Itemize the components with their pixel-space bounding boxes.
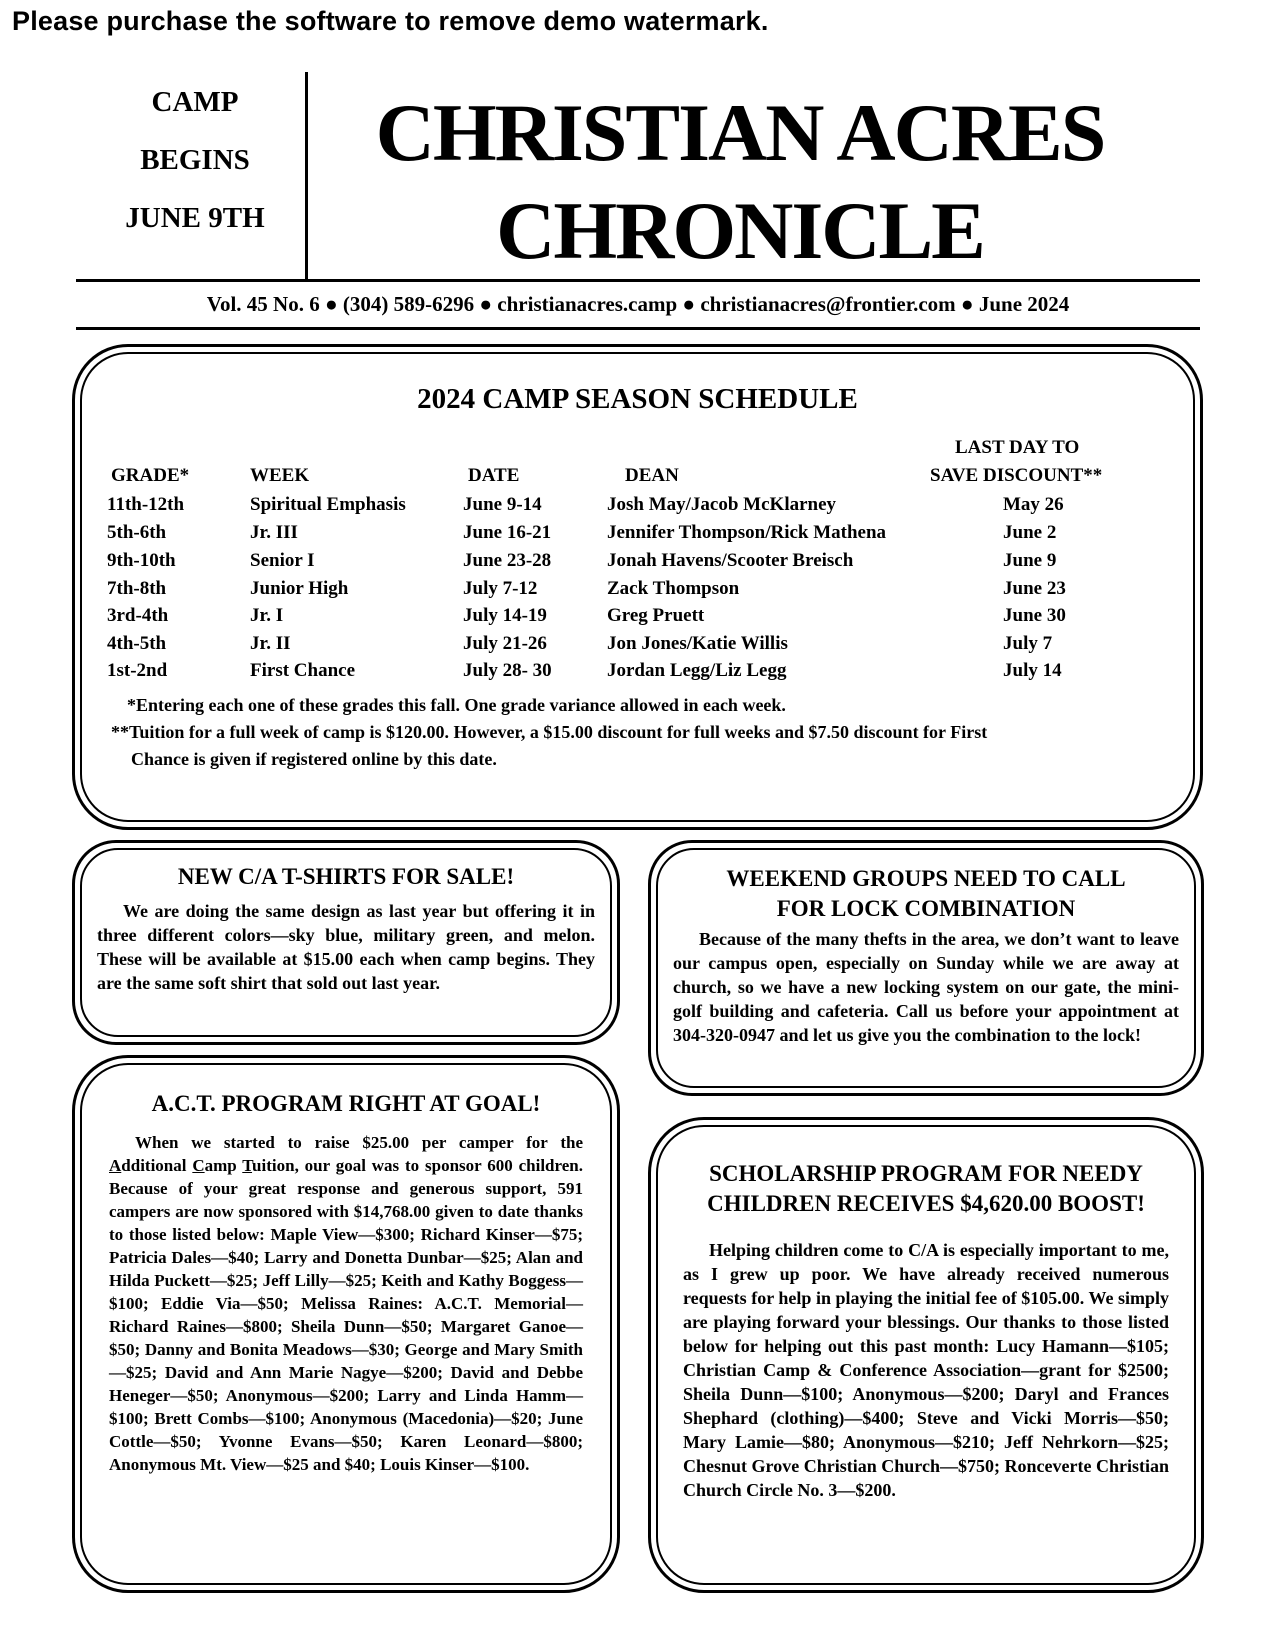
weekend-box bbox=[648, 840, 1204, 1096]
act-body-text: , our goal was to sponsor 600 children. Because of your great response and generous support, 591 campers are now sponsored with $14,768.00 given to date thanks to those listed below: Maple View—$300; Richard Kinser—$75; Patricia Dales—$40; Larry and Donetta Dunbar—$25; Alan and Hilda Puckett—$25; Jeff Lilly—$25; Keith and Kathy Boggess—$100; Eddie Via—$50; Melissa Raines: A.C.T. Memorial—Richard Raines—$800; Sheila Dunn—$50; Margaret Ganoe—$50; Danny and Bonita Meadows—$30; George and Mary Smith—$25; David and Ann Marie Nagye—$200; David and Debbe Heneger—$50; Anonymous—$200; Larry and Linda Hamm—$100; Brett Combs—$100; Anonymous (Macedonia)—$20; June Cottle—$50; Yvonne Evans—$50; Karen Leonard—$800; Anonymous Mt. View—$25 and $40; Louis Kinser—$100. bbox=[109, 1156, 583, 1474]
schedule-note-grades: *Entering each one of these grades this fall. One grade variance allowed in each week. bbox=[127, 695, 786, 715]
camp-begins-line-2: BEGINS bbox=[140, 144, 250, 176]
row-dean: Jon Jones/Katie Willis bbox=[607, 633, 788, 654]
scholarship-title-line-2: CHILDREN RECEIVES $4,620.00 BOOST! bbox=[707, 1191, 1145, 1216]
schedule-title: 2024 CAMP SEASON SCHEDULE bbox=[417, 383, 858, 415]
row-last-day: June 9 bbox=[1003, 550, 1057, 571]
row-dean: Josh May/Jacob McKlarney bbox=[607, 494, 837, 515]
act-acronym-a: A bbox=[109, 1156, 122, 1175]
tshirts-title: NEW C/A T-SHIRTS FOR SALE! bbox=[177, 864, 515, 889]
act-box bbox=[72, 1055, 620, 1593]
last-day-header: LAST DAY TO bbox=[955, 437, 1080, 458]
act-acronym-c-rest: amp bbox=[204, 1156, 243, 1175]
act-acronym-a-rest: dditional bbox=[121, 1156, 193, 1175]
act-acronym-c: C bbox=[192, 1156, 205, 1175]
act-acronym-t: T bbox=[242, 1156, 253, 1175]
act-body bbox=[109, 1131, 583, 1476]
masthead-title-line-1: CHRISTIAN ACRES bbox=[375, 87, 1105, 178]
row-last-day: June 2 bbox=[1003, 522, 1057, 543]
row-dean: Jonah Havens/Scooter Breisch bbox=[607, 550, 854, 571]
row-grade: 5th-6th bbox=[107, 522, 167, 543]
row-week: First Chance bbox=[250, 660, 356, 681]
row-week: Spiritual Emphasis bbox=[250, 494, 406, 515]
row-grade: 7th-8th bbox=[107, 578, 167, 599]
schedule-note-tuition: **Tuition for a full week of camp is $120.00. However, a $15.00 discount for full weeks and $7.50 discount for First bbox=[111, 722, 988, 742]
row-date: June 9-14 bbox=[463, 494, 542, 515]
row-date: July 14-19 bbox=[463, 605, 547, 626]
row-date: June 16-21 bbox=[463, 522, 552, 543]
row-grade: 9th-10th bbox=[107, 550, 176, 571]
masthead-divider bbox=[305, 72, 308, 280]
camp-begins-line-3: JUNE 9TH bbox=[125, 202, 265, 234]
issue-info-bar: Vol. 45 No. 6 ● (304) 589-6296 ● christianacres.camp ● christianacres@frontier.com ● June 2024 bbox=[206, 292, 1070, 316]
row-date: July 28- 30 bbox=[463, 660, 552, 681]
row-last-day: May 26 bbox=[1003, 494, 1064, 515]
act-intro: When we started to raise $25.00 per camper for the bbox=[135, 1133, 583, 1152]
header-save-discount: SAVE DISCOUNT** bbox=[930, 465, 1103, 486]
row-grade: 4th-5th bbox=[107, 633, 167, 654]
row-last-day: June 30 bbox=[1003, 605, 1066, 626]
row-grade: 1st-2nd bbox=[107, 660, 168, 681]
row-dean: Jordan Legg/Liz Legg bbox=[607, 660, 787, 681]
schedule-box bbox=[72, 344, 1203, 830]
schedule-note-tuition-cont: Chance is given if registered online by this date. bbox=[131, 749, 497, 769]
header-grade: GRADE* bbox=[111, 465, 190, 486]
row-week: Jr. III bbox=[250, 522, 298, 543]
scholarship-title-line-1: SCHOLARSHIP PROGRAM FOR NEEDY bbox=[709, 1161, 1143, 1186]
act-acronym-t-rest: uition bbox=[252, 1156, 295, 1175]
row-last-day: June 23 bbox=[1003, 578, 1066, 599]
row-dean: Greg Pruett bbox=[607, 605, 705, 626]
act-title: A.C.T. PROGRAM RIGHT AT GOAL! bbox=[151, 1091, 541, 1116]
scholarship-box bbox=[648, 1117, 1204, 1593]
row-last-day: July 7 bbox=[1003, 633, 1053, 654]
masthead-bottom-rule bbox=[76, 327, 1200, 330]
weekend-title-line-1: WEEKEND GROUPS NEED TO CALL bbox=[726, 866, 1126, 891]
row-date: June 23-28 bbox=[463, 550, 552, 571]
row-week: Jr. I bbox=[250, 605, 284, 626]
tshirts-box bbox=[72, 840, 620, 1045]
demo-watermark: Please purchase the software to remove demo watermark. bbox=[12, 6, 769, 36]
row-week: Jr. II bbox=[250, 633, 291, 654]
camp-begins-line-1: CAMP bbox=[151, 86, 239, 118]
row-date: July 21-26 bbox=[463, 633, 547, 654]
header-week: WEEK bbox=[250, 465, 310, 486]
weekend-title-line-2: FOR LOCK COMBINATION bbox=[776, 896, 1076, 921]
row-week: Junior High bbox=[250, 578, 349, 599]
header-date: DATE bbox=[468, 465, 520, 486]
masthead-top-rule bbox=[76, 279, 1200, 282]
row-dean: Zack Thompson bbox=[607, 578, 740, 599]
scholarship-body: Helping children come to C/A is especially important to me, as I grew up poor. We have already received numerous requests for help in playing the initial fee of $105.00. We simply are playing forward your blessings. Our thanks to those listed below for helping out this past month: Lucy Hamann—$105; Christian Camp & Conference Association—grant for $2500; Sheila Dunn—$100; Anonymous—$200; Daryl and Frances Shephard (clothing)—$400; Steve and Vicki Morris—$50; Mary Lamie—$80; Anonymous—$210; Jeff Nehrkorn—$25; Chesnut Grove Christian Church—$750; Ronceverte Christian Church Circle No. 3—$200. bbox=[683, 1240, 1169, 1500]
weekend-body: Because of the many thefts in the area, we don’t want to leave our campus open, especially on Sunday while we are away at church, so we have a new locking system on our gate, the mini-golf building and cafeteria. Call us before your appointment at 304-320-0947 and let us give you the combination to the lock! bbox=[673, 929, 1179, 1045]
header-dean: DEAN bbox=[625, 465, 679, 486]
row-grade: 3rd-4th bbox=[107, 605, 169, 626]
masthead-title-line-2: CHRONICLE bbox=[496, 185, 984, 276]
row-grade: 11th-12th bbox=[107, 494, 185, 515]
row-date: July 7-12 bbox=[463, 578, 538, 599]
tshirts-body: We are doing the same design as last year but offering it in three different colors—sky blue, military green, and melon. These will be available at $15.00 each when camp begins. They are the same soft shirt that sold out last year. bbox=[97, 901, 595, 993]
row-last-day: July 14 bbox=[1003, 660, 1062, 681]
row-week: Senior I bbox=[250, 550, 315, 571]
row-dean: Jennifer Thompson/Rick Mathena bbox=[607, 522, 887, 543]
